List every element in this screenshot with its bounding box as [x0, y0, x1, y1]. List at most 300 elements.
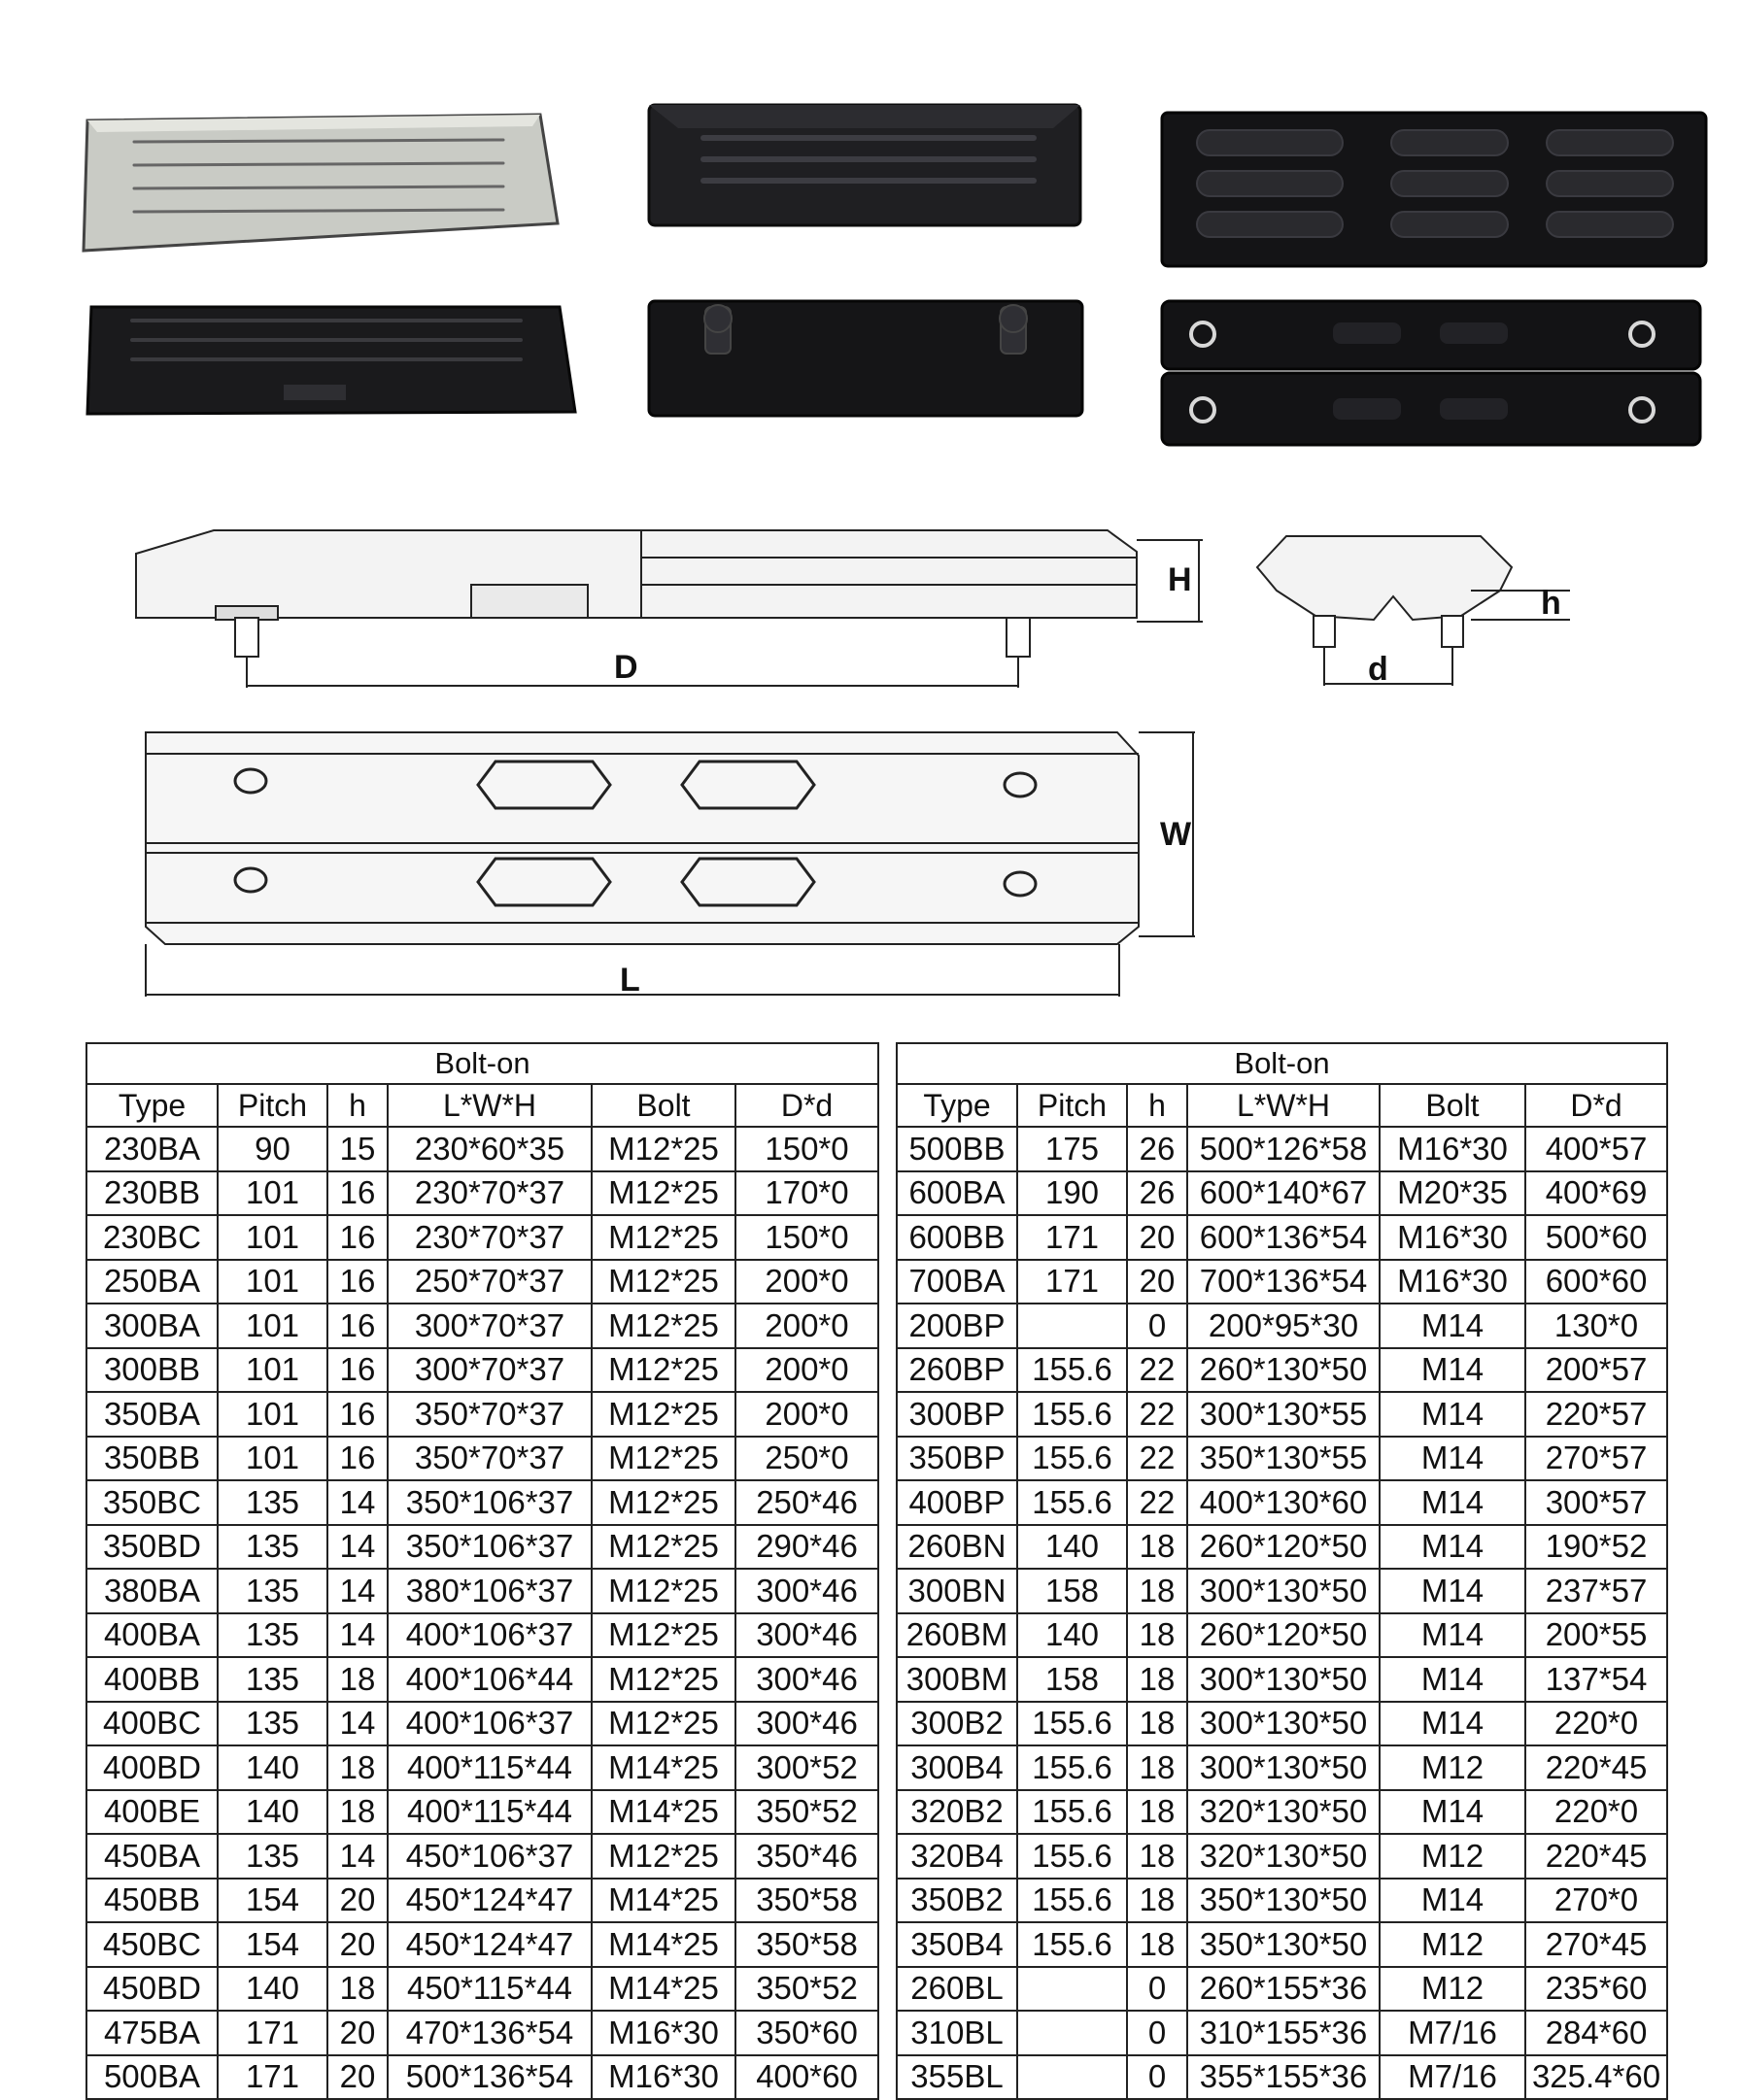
lwh-cell: 500*136*54	[388, 2055, 592, 2100]
table-row	[897, 1967, 1667, 2012]
h-cell: 22	[1127, 1437, 1187, 1481]
pitch-cell: 135	[218, 1657, 327, 1702]
type-cell: 450BA	[86, 1834, 218, 1879]
dd-cell: 300*46	[735, 1702, 878, 1746]
table-row	[897, 1437, 1667, 1481]
type-cell: 450BC	[86, 1922, 218, 1967]
column-header: Pitch	[218, 1084, 327, 1127]
type-cell: 350B2	[897, 1879, 1017, 1923]
type-cell: 200BP	[897, 1304, 1017, 1348]
h-cell: 16	[327, 1304, 388, 1348]
type-cell: 260BN	[897, 1525, 1017, 1570]
h-cell: 18	[1127, 1745, 1187, 1790]
table-body	[86, 1127, 878, 2099]
dim-label-W: W	[1160, 816, 1192, 853]
pitch-cell: 155.6	[1017, 1348, 1127, 1393]
dd-cell: 237*57	[1525, 1569, 1667, 1613]
pitch-cell	[1017, 2055, 1127, 2100]
lwh-cell: 300*70*37	[388, 1348, 592, 1393]
lwh-cell: 600*136*54	[1187, 1215, 1380, 1260]
bolt-cell: M14	[1380, 1657, 1525, 1702]
lwh-cell: 400*106*37	[388, 1613, 592, 1658]
lwh-cell: 355*155*36	[1187, 2055, 1380, 2100]
dd-cell: 130*0	[1525, 1304, 1667, 1348]
table-row	[86, 1480, 878, 1525]
pitch-cell: 140	[218, 1967, 327, 2012]
side-view-drawing	[126, 525, 1214, 704]
dd-cell: 200*55	[1525, 1613, 1667, 1658]
type-cell: 500BB	[897, 1127, 1017, 1171]
table-row	[897, 1480, 1667, 1525]
h-cell: 22	[1127, 1348, 1187, 1393]
bolt-cell: M12	[1380, 1834, 1525, 1879]
table-row	[897, 1569, 1667, 1613]
type-cell: 350BC	[86, 1480, 218, 1525]
bolt-cell: M16*30	[1380, 1127, 1525, 1171]
lwh-cell: 260*120*50	[1187, 1525, 1380, 1570]
bolt-cell: M14	[1380, 1437, 1525, 1481]
lwh-cell: 500*126*58	[1187, 1127, 1380, 1171]
table-row	[897, 1834, 1667, 1879]
dd-cell: 190*52	[1525, 1525, 1667, 1570]
dim-label-D: D	[614, 649, 638, 686]
table-row	[897, 1171, 1667, 1216]
table-row	[897, 1657, 1667, 1702]
bolt-cell: M12	[1380, 1922, 1525, 1967]
lwh-cell: 450*124*47	[388, 1922, 592, 1967]
table-row	[897, 1348, 1667, 1393]
lwh-cell: 230*60*35	[388, 1127, 592, 1171]
type-cell: 400BC	[86, 1702, 218, 1746]
pitch-cell: 101	[218, 1304, 327, 1348]
type-cell: 450BD	[86, 1967, 218, 2012]
lwh-cell: 310*155*36	[1187, 2011, 1380, 2055]
dd-cell: 250*46	[735, 1480, 878, 1525]
h-cell: 0	[1127, 1967, 1187, 2012]
table-row	[86, 1171, 878, 1216]
h-cell: 20	[327, 2055, 388, 2100]
column-header: Bolt	[592, 1084, 735, 1127]
table-row	[897, 1879, 1667, 1923]
type-cell: 380BA	[86, 1569, 218, 1613]
dd-cell: 220*57	[1525, 1392, 1667, 1437]
column-header: D*d	[1525, 1084, 1667, 1127]
type-cell: 300BB	[86, 1348, 218, 1393]
dd-cell: 150*0	[735, 1127, 878, 1171]
bolt-cell: M14*25	[592, 1967, 735, 2012]
dd-cell: 300*46	[735, 1613, 878, 1658]
bolt-cell: M12*25	[592, 1525, 735, 1570]
lwh-cell: 470*136*54	[388, 2011, 592, 2055]
dd-cell: 300*46	[735, 1657, 878, 1702]
type-cell: 300BP	[897, 1392, 1017, 1437]
table-row	[897, 1260, 1667, 1304]
type-cell: 250BA	[86, 1260, 218, 1304]
dd-cell: 200*0	[735, 1392, 878, 1437]
pitch-cell: 155.6	[1017, 1392, 1127, 1437]
table-row	[86, 1437, 878, 1481]
dd-cell: 284*60	[1525, 2011, 1667, 2055]
type-cell: 260BL	[897, 1967, 1017, 2012]
bolt-cell: M14	[1380, 1348, 1525, 1393]
dd-cell: 400*60	[735, 2055, 878, 2100]
h-cell: 22	[1127, 1480, 1187, 1525]
type-cell: 300BA	[86, 1304, 218, 1348]
pitch-cell: 135	[218, 1525, 327, 1570]
pitch-cell: 155.6	[1017, 1480, 1127, 1525]
lwh-cell: 320*130*50	[1187, 1834, 1380, 1879]
dd-cell: 137*54	[1525, 1657, 1667, 1702]
h-cell: 20	[1127, 1215, 1187, 1260]
table-row	[897, 1127, 1667, 1171]
dd-cell: 220*0	[1525, 1790, 1667, 1835]
type-cell: 300BM	[897, 1657, 1017, 1702]
bolt-cell: M12*25	[592, 1392, 735, 1437]
table-row	[86, 1879, 878, 1923]
dd-cell: 600*60	[1525, 1260, 1667, 1304]
table-row	[86, 2055, 878, 2100]
table-body	[897, 1127, 1667, 2099]
lwh-cell: 250*70*37	[388, 1260, 592, 1304]
lwh-cell: 400*106*44	[388, 1657, 592, 1702]
lwh-cell: 350*106*37	[388, 1480, 592, 1525]
dd-cell: 200*57	[1525, 1348, 1667, 1393]
lwh-cell: 260*130*50	[1187, 1348, 1380, 1393]
column-header: Pitch	[1017, 1084, 1127, 1127]
table-row	[86, 1260, 878, 1304]
lwh-cell: 200*95*30	[1187, 1304, 1380, 1348]
pad-photo-grey-grooved	[76, 109, 562, 254]
h-cell: 18	[1127, 1613, 1187, 1658]
pitch-cell: 155.6	[1017, 1437, 1127, 1481]
table-row	[86, 1657, 878, 1702]
column-header: h	[1127, 1084, 1187, 1127]
bolt-cell: M12*25	[592, 1171, 735, 1216]
dd-cell: 270*57	[1525, 1437, 1667, 1481]
dd-cell: 300*52	[735, 1745, 878, 1790]
type-cell: 400BD	[86, 1745, 218, 1790]
h-cell: 14	[327, 1834, 388, 1879]
table-title: Bolt-on	[897, 1043, 1667, 1084]
table-row	[86, 1834, 878, 1879]
lwh-cell: 300*70*37	[388, 1304, 592, 1348]
pitch-cell: 190	[1017, 1171, 1127, 1216]
table-row	[86, 1967, 878, 2012]
type-cell: 310BL	[897, 2011, 1017, 2055]
pad-photo-black-stamped	[84, 297, 577, 418]
pad-photo-black-bolted	[645, 291, 1088, 422]
table-row	[86, 1702, 878, 1746]
h-cell: 14	[327, 1569, 388, 1613]
bolt-cell: M12*25	[592, 1215, 735, 1260]
type-cell: 300B4	[897, 1745, 1017, 1790]
pitch-cell: 101	[218, 1392, 327, 1437]
pitch-cell: 155.6	[1017, 1879, 1127, 1923]
table-row	[86, 1613, 878, 1658]
type-cell: 260BM	[897, 1613, 1017, 1658]
h-cell: 14	[327, 1702, 388, 1746]
dd-cell: 350*46	[735, 1834, 878, 1879]
dd-cell: 350*58	[735, 1879, 878, 1923]
lwh-cell: 260*155*36	[1187, 1967, 1380, 2012]
table-row	[897, 1215, 1667, 1260]
header-row	[86, 1084, 878, 1127]
dd-cell: 200*0	[735, 1304, 878, 1348]
lwh-cell: 450*115*44	[388, 1967, 592, 2012]
bolt-cell: M7/16	[1380, 2055, 1525, 2100]
lwh-cell: 300*130*55	[1187, 1392, 1380, 1437]
type-cell: 400BE	[86, 1790, 218, 1835]
pitch-cell: 154	[218, 1922, 327, 1967]
pitch-cell: 140	[1017, 1613, 1127, 1658]
h-cell: 26	[1127, 1171, 1187, 1216]
column-header: L*W*H	[388, 1084, 592, 1127]
pitch-cell: 101	[218, 1437, 327, 1481]
lwh-cell: 300*130*50	[1187, 1745, 1380, 1790]
dd-cell: 170*0	[735, 1171, 878, 1216]
lwh-cell: 350*106*37	[388, 1525, 592, 1570]
bolt-cell: M12*25	[592, 1260, 735, 1304]
bolt-cell: M16*30	[592, 2055, 735, 2100]
table-row	[897, 1702, 1667, 1746]
bolt-cell: M14	[1380, 1702, 1525, 1746]
bolt-cell: M14	[1380, 1569, 1525, 1613]
bolt-cell: M12*25	[592, 1480, 735, 1525]
type-cell: 355BL	[897, 2055, 1017, 2100]
dd-cell: 350*60	[735, 2011, 878, 2055]
dd-cell: 300*57	[1525, 1480, 1667, 1525]
bolt-cell: M14*25	[592, 1922, 735, 1967]
dd-cell: 200*0	[735, 1348, 878, 1393]
pitch-cell	[1017, 1967, 1127, 2012]
bolt-cell: M14*25	[592, 1745, 735, 1790]
table-row	[86, 1215, 878, 1260]
type-cell: 400BB	[86, 1657, 218, 1702]
lwh-cell: 350*130*50	[1187, 1879, 1380, 1923]
h-cell: 16	[327, 1215, 388, 1260]
dd-cell: 270*0	[1525, 1879, 1667, 1923]
pad-photo-black-grooved	[645, 99, 1088, 231]
dd-cell: 220*0	[1525, 1702, 1667, 1746]
h-cell: 14	[327, 1525, 388, 1570]
h-cell: 18	[327, 1967, 388, 2012]
dd-cell: 300*46	[735, 1569, 878, 1613]
type-cell: 400BA	[86, 1613, 218, 1658]
bolt-cell: M14	[1380, 1392, 1525, 1437]
h-cell: 26	[1127, 1127, 1187, 1171]
h-cell: 18	[327, 1790, 388, 1835]
h-cell: 20	[327, 1879, 388, 1923]
type-cell: 500BA	[86, 2055, 218, 2100]
bolt-cell: M12*25	[592, 1569, 735, 1613]
bolt-cell: M12*25	[592, 1304, 735, 1348]
dd-cell: 350*58	[735, 1922, 878, 1967]
type-cell: 350BP	[897, 1437, 1017, 1481]
bolt-cell: M12*25	[592, 1127, 735, 1171]
pitch-cell: 101	[218, 1215, 327, 1260]
dim-label-L: L	[620, 962, 640, 999]
dd-cell: 350*52	[735, 1790, 878, 1835]
h-cell: 0	[1127, 2055, 1187, 2100]
h-cell: 16	[327, 1392, 388, 1437]
bolt-cell: M14	[1380, 1480, 1525, 1525]
bolt-cell: M12*25	[592, 1613, 735, 1658]
column-header: D*d	[735, 1084, 878, 1127]
pitch-cell: 135	[218, 1702, 327, 1746]
table-row	[897, 1922, 1667, 1967]
table-row	[86, 1392, 878, 1437]
type-cell: 400BP	[897, 1480, 1017, 1525]
pitch-cell: 101	[218, 1171, 327, 1216]
type-cell: 230BC	[86, 1215, 218, 1260]
pitch-cell: 155.6	[1017, 1702, 1127, 1746]
bolt-cell: M12*25	[592, 1834, 735, 1879]
bolt-cell: M14*25	[592, 1879, 735, 1923]
h-cell: 18	[1127, 1834, 1187, 1879]
lwh-cell: 260*120*50	[1187, 1613, 1380, 1658]
bolt-cell: M14	[1380, 1304, 1525, 1348]
h-cell: 16	[327, 1437, 388, 1481]
dd-cell: 350*52	[735, 1967, 878, 2012]
column-header: L*W*H	[1187, 1084, 1380, 1127]
type-cell: 350BB	[86, 1437, 218, 1481]
lwh-cell: 700*136*54	[1187, 1260, 1380, 1304]
dd-cell: 235*60	[1525, 1967, 1667, 2012]
lwh-cell: 600*140*67	[1187, 1171, 1380, 1216]
bolt-cell: M12	[1380, 1967, 1525, 2012]
pitch-cell: 135	[218, 1480, 327, 1525]
type-cell: 230BB	[86, 1171, 218, 1216]
table-row	[897, 2011, 1667, 2055]
type-cell: 700BA	[897, 1260, 1017, 1304]
pitch-cell: 155.6	[1017, 1834, 1127, 1879]
bolt-cell: M20*35	[1380, 1171, 1525, 1216]
h-cell: 20	[327, 2011, 388, 2055]
pitch-cell: 90	[218, 1127, 327, 1171]
pitch-cell: 135	[218, 1613, 327, 1658]
h-cell: 14	[327, 1480, 388, 1525]
pitch-cell: 155.6	[1017, 1745, 1127, 1790]
pitch-cell: 158	[1017, 1569, 1127, 1613]
pitch-cell: 171	[1017, 1260, 1127, 1304]
h-cell: 18	[1127, 1922, 1187, 1967]
bolt-cell: M16*30	[592, 2011, 735, 2055]
column-header: h	[327, 1084, 388, 1127]
dd-cell: 250*0	[735, 1437, 878, 1481]
bolt-cell: M7/16	[1380, 2011, 1525, 2055]
pitch-cell: 171	[218, 2055, 327, 2100]
table-row	[897, 1790, 1667, 1835]
lwh-cell: 350*70*37	[388, 1437, 592, 1481]
table-row	[897, 2055, 1667, 2100]
bolt-cell: M12*25	[592, 1657, 735, 1702]
dd-cell: 325.4*60	[1525, 2055, 1667, 2100]
type-cell: 475BA	[86, 2011, 218, 2055]
bolt-cell: M14	[1380, 1525, 1525, 1570]
table-row	[86, 1127, 878, 1171]
pitch-cell	[1017, 1304, 1127, 1348]
type-cell: 320B2	[897, 1790, 1017, 1835]
table-row	[897, 1745, 1667, 1790]
pitch-cell: 158	[1017, 1657, 1127, 1702]
table-row	[86, 1525, 878, 1570]
bolt-cell: M14	[1380, 1790, 1525, 1835]
lwh-cell: 450*106*37	[388, 1834, 592, 1879]
dd-cell: 200*0	[735, 1260, 878, 1304]
type-cell: 260BP	[897, 1348, 1017, 1393]
lwh-cell: 300*130*50	[1187, 1702, 1380, 1746]
table-row	[897, 1525, 1667, 1570]
type-cell: 300BN	[897, 1569, 1017, 1613]
pitch-cell: 155.6	[1017, 1790, 1127, 1835]
type-cell: 300B2	[897, 1702, 1017, 1746]
dd-cell: 220*45	[1525, 1745, 1667, 1790]
bolt-cell: M14	[1380, 1613, 1525, 1658]
dd-cell: 400*69	[1525, 1171, 1667, 1216]
type-cell: 600BA	[897, 1171, 1017, 1216]
pitch-cell: 171	[218, 2011, 327, 2055]
dd-cell: 500*60	[1525, 1215, 1667, 1260]
dd-cell: 270*45	[1525, 1922, 1667, 1967]
pitch-cell: 140	[1017, 1525, 1127, 1570]
type-cell: 350BA	[86, 1392, 218, 1437]
column-header: Type	[897, 1084, 1017, 1127]
pitch-cell: 154	[218, 1879, 327, 1923]
pad-photo-black-wide-lugs	[1158, 109, 1710, 272]
bolt-cell: M12*25	[592, 1437, 735, 1481]
bolt-cell: M12*25	[592, 1348, 735, 1393]
dd-cell: 150*0	[735, 1215, 878, 1260]
type-cell: 320B4	[897, 1834, 1017, 1879]
h-cell: 16	[327, 1171, 388, 1216]
h-cell: 14	[327, 1613, 388, 1658]
pad-photo-black-double	[1158, 295, 1704, 449]
lwh-cell: 400*115*44	[388, 1790, 592, 1835]
h-cell: 18	[327, 1657, 388, 1702]
dim-label-h: h	[1541, 585, 1561, 622]
table-row	[86, 1790, 878, 1835]
dd-cell: 220*45	[1525, 1834, 1667, 1879]
lwh-cell: 350*130*50	[1187, 1922, 1380, 1967]
h-cell: 18	[1127, 1879, 1187, 1923]
h-cell: 20	[1127, 1260, 1187, 1304]
pitch-cell: 155.6	[1017, 1922, 1127, 1967]
dd-cell: 290*46	[735, 1525, 878, 1570]
header-row	[897, 1084, 1667, 1127]
pitch-cell: 135	[218, 1569, 327, 1613]
h-cell: 0	[1127, 1304, 1187, 1348]
pitch-cell: 135	[218, 1834, 327, 1879]
h-cell: 18	[1127, 1657, 1187, 1702]
lwh-cell: 400*106*37	[388, 1702, 592, 1746]
lwh-cell: 350*70*37	[388, 1392, 592, 1437]
h-cell: 18	[327, 1745, 388, 1790]
column-header: Type	[86, 1084, 218, 1127]
spec-table-right	[896, 1042, 1668, 2100]
lwh-cell: 230*70*37	[388, 1215, 592, 1260]
h-cell: 18	[1127, 1790, 1187, 1835]
table-row	[86, 1745, 878, 1790]
lwh-cell: 230*70*37	[388, 1171, 592, 1216]
bolt-cell: M16*30	[1380, 1215, 1525, 1260]
pitch-cell: 140	[218, 1790, 327, 1835]
pitch-cell	[1017, 2011, 1127, 2055]
table-row	[897, 1304, 1667, 1348]
table-row	[897, 1392, 1667, 1437]
pitch-cell: 140	[218, 1745, 327, 1790]
lwh-cell: 400*130*60	[1187, 1480, 1380, 1525]
type-cell: 230BA	[86, 1127, 218, 1171]
